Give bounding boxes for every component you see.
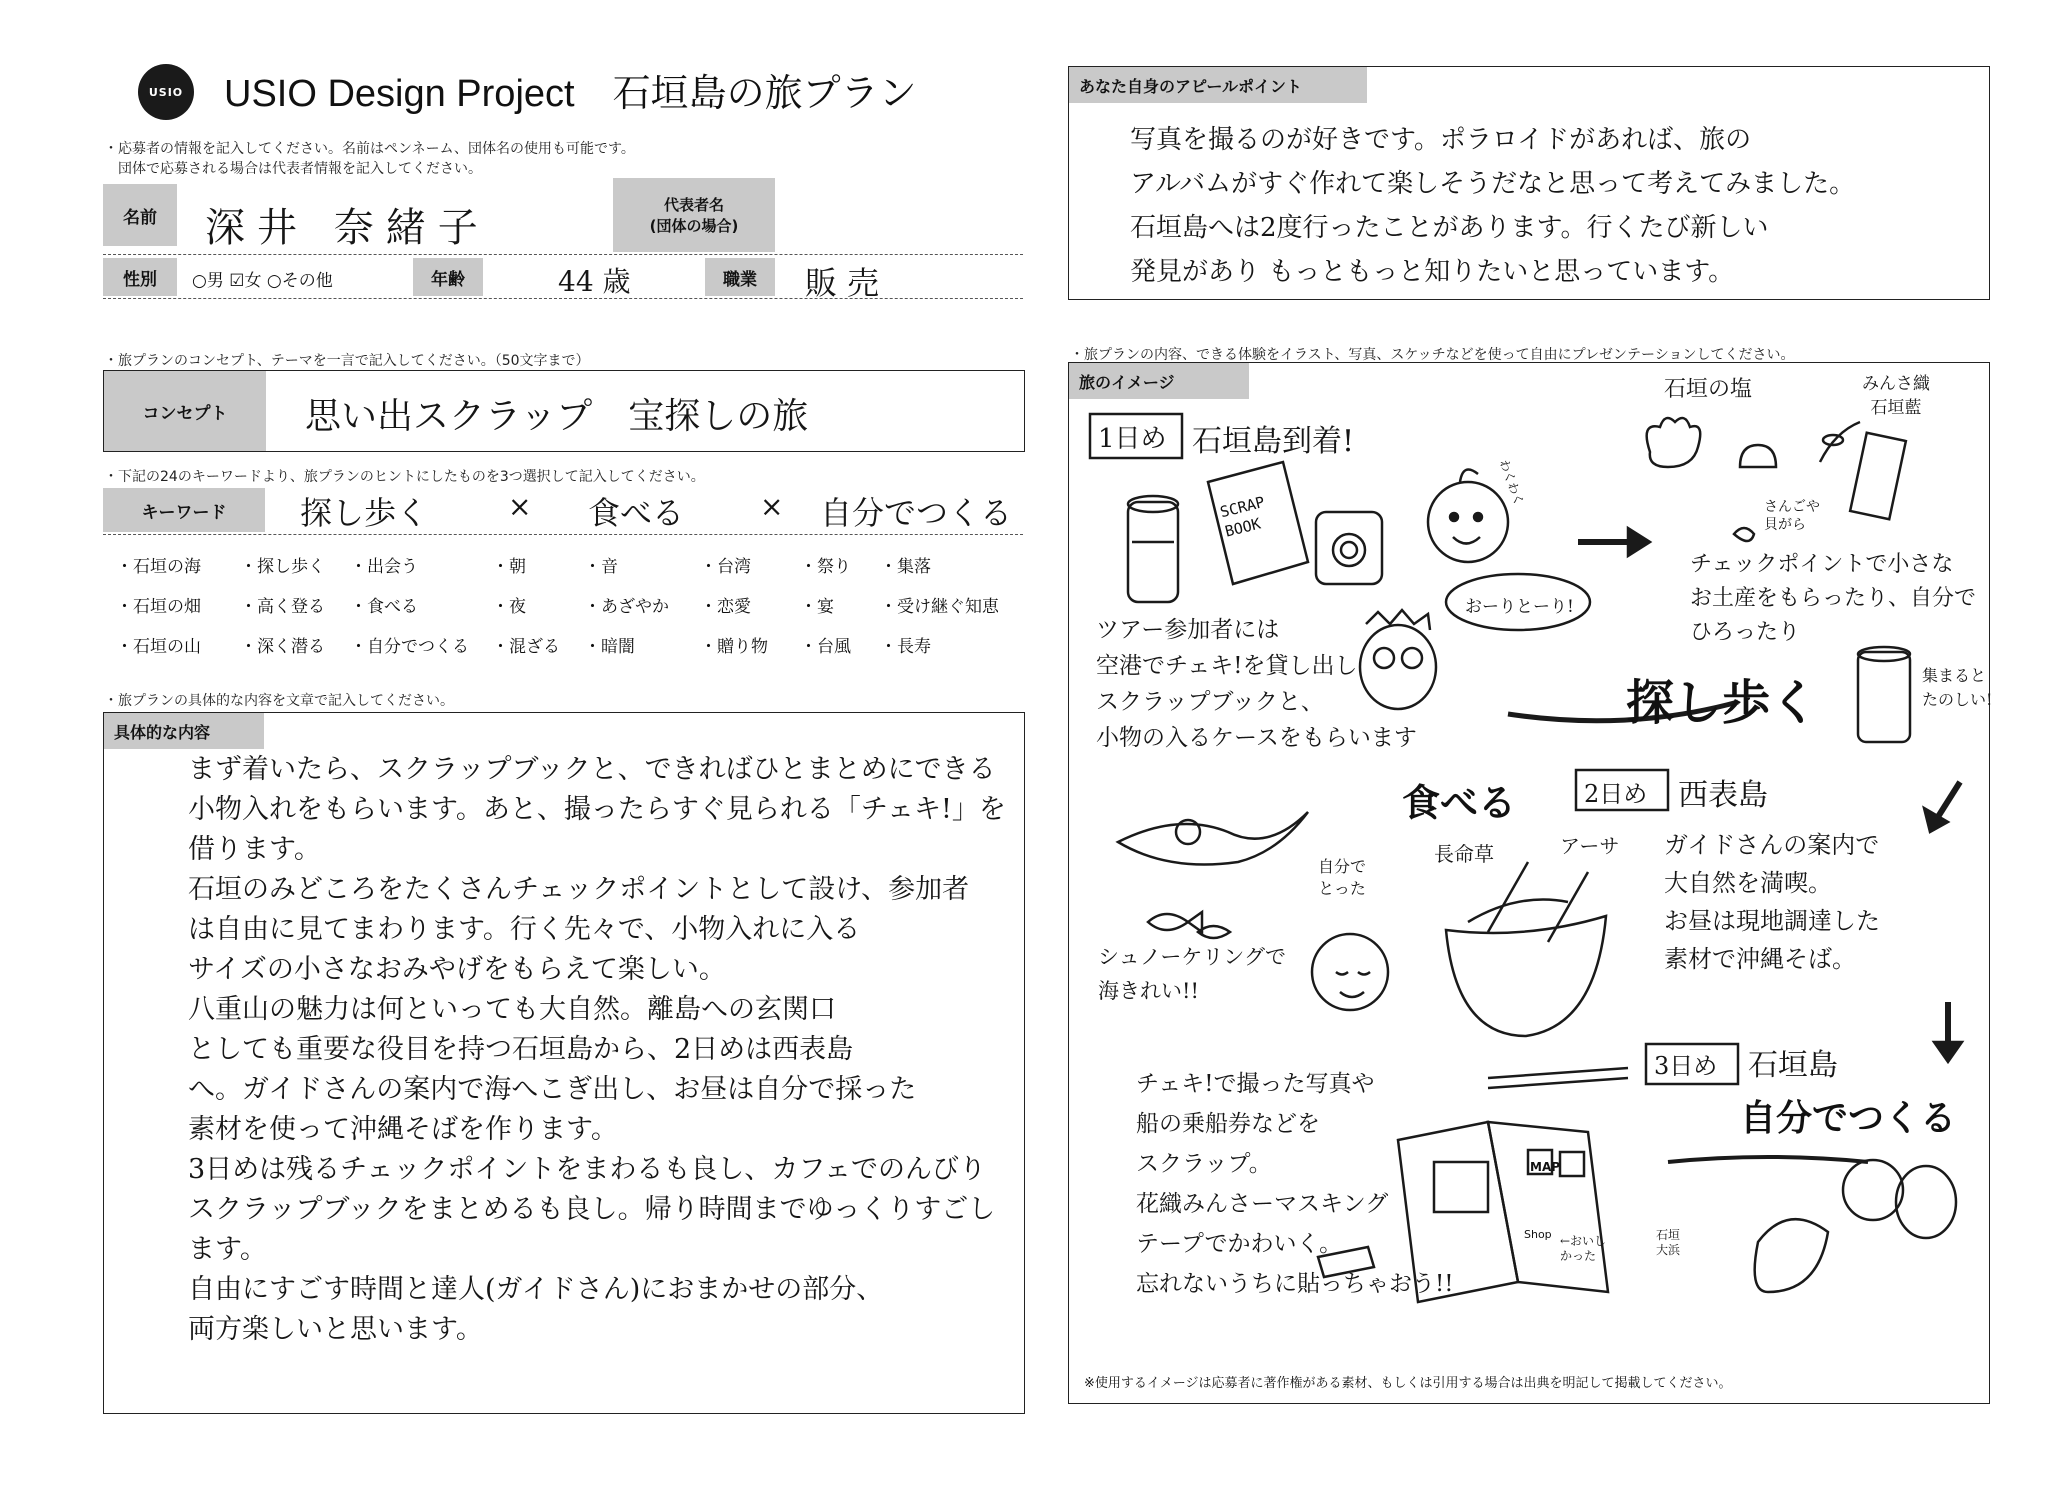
tour-line: 空港でチェキ!を貸し出し bbox=[1096, 653, 1358, 679]
day3-line: 花織みんさーマスキング bbox=[1136, 1191, 1389, 1217]
leaf-icon bbox=[1820, 422, 1860, 462]
arrow-down-icon-2 bbox=[1934, 1002, 1962, 1062]
tour-line: スクラップブックと、 bbox=[1096, 689, 1324, 715]
concept-note: ・旅プランのコンセプト、テーマを一言で記入してください。（50文字まで） bbox=[104, 353, 590, 369]
shell-icon bbox=[1734, 528, 1754, 541]
appeal-line: 写真を撮るのが好きです。ポラロイドがあれば、旅の bbox=[1130, 125, 1752, 155]
day1-title: 石垣島到着! bbox=[1192, 424, 1355, 459]
keyword-times-1: × bbox=[508, 490, 532, 523]
minsa-label: みんさ織 石垣藍 bbox=[1862, 374, 1930, 418]
day3-line: 忘れないうちに貼っちゃおう!! bbox=[1136, 1271, 1454, 1297]
details-label: 具体的な内容 bbox=[104, 713, 264, 749]
day3-line: チェキ!で撮った写真や bbox=[1136, 1071, 1375, 1097]
keyword-option: ・食べる bbox=[350, 597, 418, 617]
asa-label: アーサ bbox=[1560, 834, 1620, 858]
tour-line: 小物の入るケースをもらいます bbox=[1096, 725, 1417, 751]
details-line: サイズの小さなおみやげをもらえて楽しい。 bbox=[188, 954, 726, 985]
chomeiso-label: 長命草 bbox=[1434, 842, 1494, 866]
salt-hand-icon bbox=[1647, 418, 1701, 467]
details-line: 3日めは残るチェックポイントをまわるも良し、カフェでのんびり bbox=[188, 1154, 987, 1185]
shop-label: Shop bbox=[1524, 1228, 1552, 1241]
applicant-note-1: ・応募者の情報を記入してください。名前はペンネーム、団体名の使用も可能です。 bbox=[104, 141, 635, 157]
details-line: スクラップブックをまとめるも良し。帰り時間までゆっくりすごし bbox=[188, 1194, 996, 1225]
camera-icon bbox=[1316, 512, 1382, 584]
keyword-option: ・受け継ぐ知恵 bbox=[880, 597, 999, 617]
chopsticks-icon bbox=[1488, 1068, 1628, 1088]
keywords-divider bbox=[103, 534, 1023, 535]
page-title: USIO Design Project 石垣島の旅プラン bbox=[224, 73, 917, 115]
keyword-option: ・宴 bbox=[800, 597, 834, 617]
snorkel-line: シュノーケリングで bbox=[1098, 945, 1286, 969]
keyword-option: ・石垣の山 bbox=[116, 637, 201, 657]
keyword-selected-2: 食べる bbox=[588, 494, 685, 532]
applicant-note-2: 団体で応募される場合は代表者情報を記入してください。 bbox=[118, 161, 482, 177]
day3-text bbox=[1136, 1064, 1454, 1304]
scrapbook-label: SCRAP BOOK bbox=[1218, 492, 1267, 541]
details-line: は自由に見てまわります。行く先々で、小物入れに入る bbox=[188, 914, 861, 945]
details-line: ます。 bbox=[188, 1234, 267, 1265]
arrow-right-icon bbox=[1578, 528, 1650, 556]
keyword-selected-3: 自分でつくる bbox=[820, 494, 1013, 532]
details-line: 素材を使って沖縄そばを作ります。 bbox=[188, 1114, 618, 1145]
keyword-option: ・石垣の海 bbox=[116, 557, 201, 577]
keyword1-callout: 探し歩く bbox=[1626, 675, 1819, 731]
diver-icon bbox=[1118, 812, 1308, 865]
checkpoint-line: チェックポイントで小さな bbox=[1690, 552, 1954, 577]
girl-face-icon bbox=[1428, 470, 1508, 563]
appeal-line: 発見があり もっともっと知りたいと思っています。 bbox=[1130, 257, 1735, 287]
keyword2-callout: 食べる bbox=[1402, 781, 1517, 825]
day1-badge: 1日め bbox=[1098, 424, 1167, 454]
keyword-option: ・台湾 bbox=[700, 557, 751, 577]
oishi-label: ←おいし かった bbox=[1560, 1234, 1607, 1263]
rep-label: 代表者名 (団体の場合) bbox=[613, 178, 775, 252]
day3-title: 石垣島 bbox=[1748, 1048, 1838, 1083]
keywords-note: ・下記の24のキーワードより、旅プランのヒントにしたものを3つ選択して記入してください。 bbox=[104, 469, 705, 485]
appeal-label: あなた自身のアピールポイント bbox=[1069, 67, 1367, 103]
keyword-option: ・深く潜る bbox=[240, 637, 325, 657]
day2-badge: 2日め bbox=[1584, 780, 1648, 808]
keyword-option: ・石垣の畑 bbox=[116, 597, 201, 617]
keyword-option: ・夜 bbox=[492, 597, 526, 617]
fish-icon bbox=[1148, 912, 1202, 932]
keyword-option: ・出会う bbox=[350, 557, 418, 577]
day3-badge: 3日め bbox=[1654, 1052, 1718, 1080]
people-photo-icon bbox=[1755, 1160, 1956, 1292]
keyword3-underline bbox=[1668, 1157, 1868, 1162]
footer-note: ※使用するイメージは応募者に著作権がある素材、もしくは引用する場合は出典を明記して掲載してください。 bbox=[1084, 1376, 1732, 1391]
details-text bbox=[188, 750, 1006, 1350]
wakuwaku-label: わくわく bbox=[1496, 457, 1527, 508]
map-label: MAP bbox=[1530, 1160, 1561, 1174]
details-line: 小物入れをもらいます。あと、撮ったらすぐ見られる「チェキ!」を bbox=[188, 794, 1006, 825]
details-line: 自由にすごす時間と達人(ガイドさん)におまかせの部分、 bbox=[188, 1274, 884, 1305]
day3-line: スクラップ。 bbox=[1136, 1151, 1272, 1177]
job-label: 職業 bbox=[705, 258, 775, 296]
details-note: ・旅プランの具体的な内容を文章で記入してください。 bbox=[104, 693, 454, 709]
snorkel-text bbox=[1098, 940, 1286, 1008]
keyword-selected-1: 探し歩く bbox=[300, 494, 429, 532]
details-line: 借ります。 bbox=[188, 834, 321, 865]
keyword-option: ・高く登る bbox=[240, 597, 325, 617]
details-line: としても重要な役目を持つ石垣島から、2日めは西表島 bbox=[188, 1034, 854, 1065]
name-divider bbox=[103, 254, 1023, 255]
details-line: 石垣のみどころをたくさんチェックポイントとして設け、参加者 bbox=[188, 874, 970, 905]
keyword-option: ・音 bbox=[584, 557, 618, 577]
keyword-option: ・探し歩く bbox=[240, 557, 325, 577]
concept-value: 思い出スクラップ 宝探しの旅 bbox=[305, 396, 809, 437]
job-value: 販売 bbox=[805, 264, 890, 302]
jar-icon bbox=[1858, 647, 1910, 742]
collect-note: 集まると たのしい! bbox=[1922, 666, 1993, 709]
salt-label: 石垣の塩 bbox=[1664, 377, 1753, 402]
keyword-option: ・暗闇 bbox=[584, 637, 635, 657]
name-label: 名前 bbox=[103, 184, 177, 246]
gender-options[interactable]: ○男 ☑女 ○その他 bbox=[192, 271, 333, 291]
soba-bowl-icon bbox=[1446, 862, 1606, 1036]
keyword-option: ・朝 bbox=[492, 557, 526, 577]
day2-line: 大自然を満喫。 bbox=[1664, 869, 1832, 897]
keyword-times-2: × bbox=[760, 490, 784, 523]
keyword3-callout: 自分でつくる bbox=[1740, 1098, 1957, 1139]
usio-logo bbox=[138, 64, 194, 120]
keyword-option: ・台風 bbox=[800, 637, 851, 657]
tour-line: ツアー参加者には bbox=[1096, 617, 1280, 643]
day2-line: ガイドさんの案内で bbox=[1664, 831, 1880, 859]
sango-label: さんごや 貝がら bbox=[1764, 499, 1820, 533]
tour-text bbox=[1096, 612, 1417, 756]
details-line: へ。ガイドさんの案内で海へこぎ出し、お昼は自分で採った bbox=[188, 1074, 917, 1105]
keyword-option: ・集落 bbox=[880, 557, 931, 577]
details-line: まず着いたら、スクラップブックと、できればひとまとめにできる bbox=[188, 754, 996, 785]
details-line: 両方楽しいと思います。 bbox=[188, 1314, 483, 1345]
day2-line: 素材で沖縄そば。 bbox=[1664, 945, 1856, 973]
name-value: 深井 奈緒子 bbox=[205, 205, 490, 251]
keyword-option: ・長寿 bbox=[880, 637, 931, 657]
keyword-option: ・あざやか bbox=[584, 597, 669, 617]
day2-line: お昼は現地調達した bbox=[1664, 907, 1880, 935]
checkpoint-text bbox=[1690, 548, 1976, 650]
age-label: 年齢 bbox=[413, 258, 483, 296]
day2-title: 西表島 bbox=[1678, 778, 1768, 813]
girl-eating-icon bbox=[1312, 934, 1388, 1010]
keyword-option: ・自分でつくる bbox=[350, 637, 469, 657]
age-value: 44 歳 bbox=[558, 265, 631, 298]
can-icon bbox=[1128, 496, 1178, 602]
gender-label: 性別 bbox=[103, 258, 177, 296]
salt-bag-icon bbox=[1740, 445, 1776, 467]
jibun-totta-label: 自分で とった bbox=[1318, 857, 1367, 898]
day3-line: 船の乗船券などを bbox=[1136, 1111, 1320, 1137]
day2-text bbox=[1664, 826, 1880, 978]
keyword-option: ・恋愛 bbox=[700, 597, 751, 617]
concept-label: コンセプト bbox=[104, 371, 266, 451]
minsa-fabric-icon bbox=[1850, 433, 1906, 520]
keyword-option: ・贈り物 bbox=[700, 637, 768, 657]
owl-bubble-text: おーりとーり! bbox=[1465, 597, 1574, 617]
keyword-option: ・混ざる bbox=[492, 637, 560, 657]
image-note: ・旅プランの内容、できる体験をイラスト、写真、スケッチなどを使って自由にプレゼンテーションしてください。 bbox=[1070, 347, 1795, 363]
keywords-label: キーワード bbox=[103, 488, 265, 532]
logo-text: USIO bbox=[148, 85, 184, 99]
appeal-text bbox=[1130, 118, 1855, 294]
snorkel-line: 海きれい!! bbox=[1098, 979, 1199, 1003]
details-line: 八重山の魅力は何といっても大自然。離島への玄関口 bbox=[188, 994, 836, 1025]
checkpoint-line: ひろったり bbox=[1690, 620, 1801, 645]
arrow-down-icon-1 bbox=[1924, 782, 1960, 832]
gender-divider bbox=[103, 298, 1023, 299]
image-label: 旅のイメージ bbox=[1069, 363, 1249, 399]
appeal-line: アルバムがすぐ作れて楽しそうだなと思って考えてみました。 bbox=[1130, 169, 1856, 199]
keyword-option: ・祭り bbox=[800, 557, 851, 577]
checkpoint-line: お土産をもらったり、自分で bbox=[1690, 586, 1977, 611]
appeal-line: 石垣島へは2度行ったことがあります。行くたび新しい bbox=[1130, 213, 1769, 243]
day3-line: テープでかわいく。 bbox=[1136, 1231, 1343, 1257]
ishigaki-photo-label: 石垣 大浜 bbox=[1656, 1228, 1681, 1257]
